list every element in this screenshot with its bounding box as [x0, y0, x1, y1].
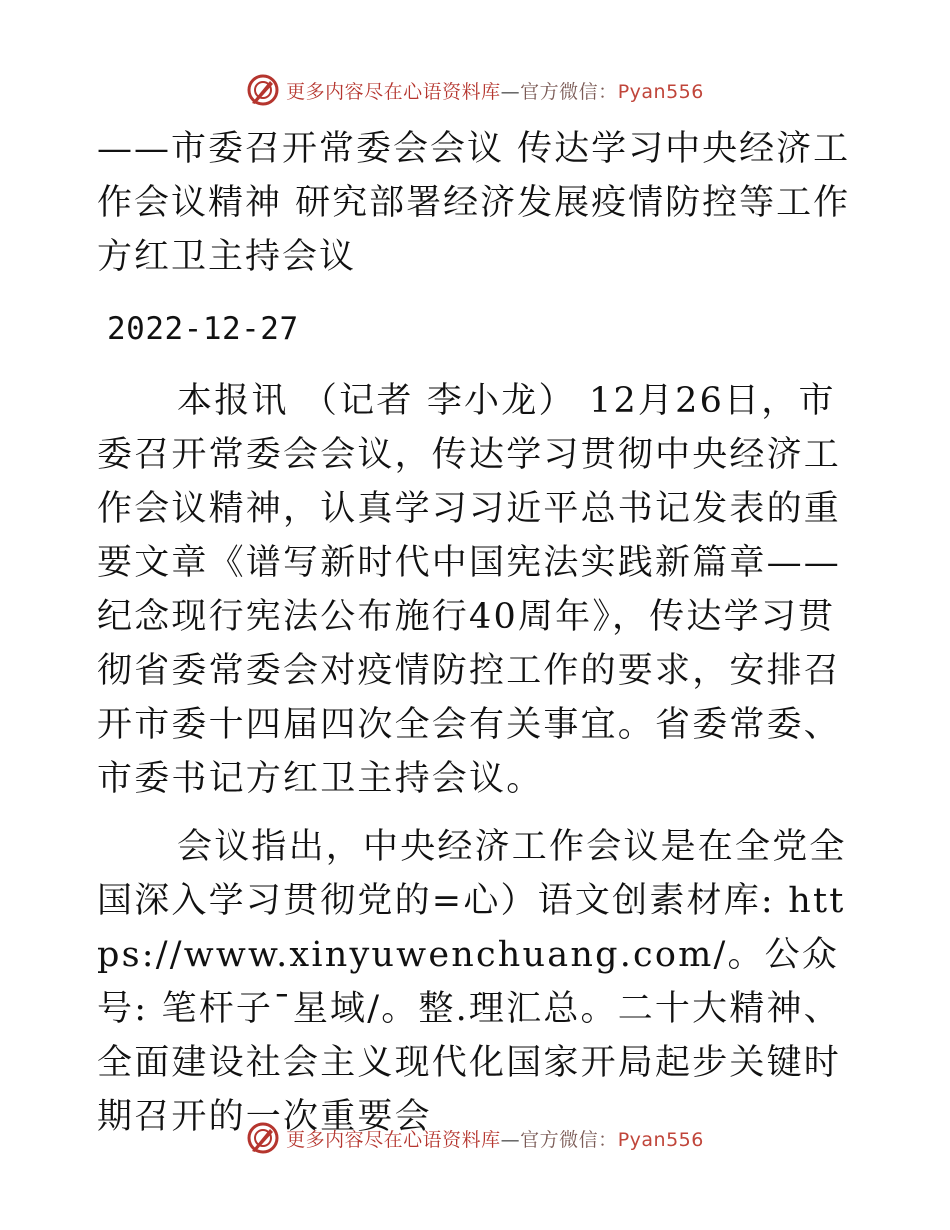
watermark-wechat-id: Pyan556: [617, 1128, 704, 1151]
watermark-wechat-id: Pyan556: [617, 80, 704, 103]
watermark-dash: —: [500, 80, 521, 103]
watermark-site: 更多内容尽在心语资料库: [286, 80, 501, 103]
watermark-wechat-label: 官方微信：: [520, 1128, 618, 1151]
article-title: ——市委召开常委会会议 传达学习中央经济工作会议精神 研究部署经济发展疫情防控等工作 方红卫主持会议: [97, 129, 851, 277]
article-date: 2022-12-27: [107, 311, 299, 347]
article-paragraph: 会议指出，中央经济工作会议是在全党全国深入学习贯彻党的=心）语文创素材库: https://www.xinyuwenchuang.com/。公众号: 笔杆子¯星域/。整.理汇总。二十大精神、全面建设社会主义现代化国家开局起步关键时期召开的一次重要会: [97, 827, 847, 1137]
watermark-dash: —: [500, 1128, 521, 1151]
watermark: [246, 1121, 704, 1155]
watermark-footer: [0, 1118, 950, 1158]
watermark-wechat-label: 官方微信：: [520, 80, 618, 103]
pen-logo-icon: [246, 73, 280, 107]
watermark-site: 更多内容尽在心语资料库: [286, 1128, 501, 1151]
pen-logo-icon: [246, 1121, 280, 1155]
article: [97, 122, 857, 1144]
article-paragraph: 本报讯 （记者 李小龙） 12月26日，市委召开常委会会议，传达学习贯彻中央经济工作会议精神，认真学习习近平总书记发表的重要文章《谱写新时代中国宪法实践新篇章——纪念现行宪法公布施行40周年》，传达学习贯彻省委常委会对疫情防控工作的要求，安排召开市委十四届四次全会有关事宜。省委常委、市委书记方红卫主持会议。: [97, 381, 842, 799]
watermark: [246, 73, 704, 107]
watermark-header: [0, 70, 950, 110]
